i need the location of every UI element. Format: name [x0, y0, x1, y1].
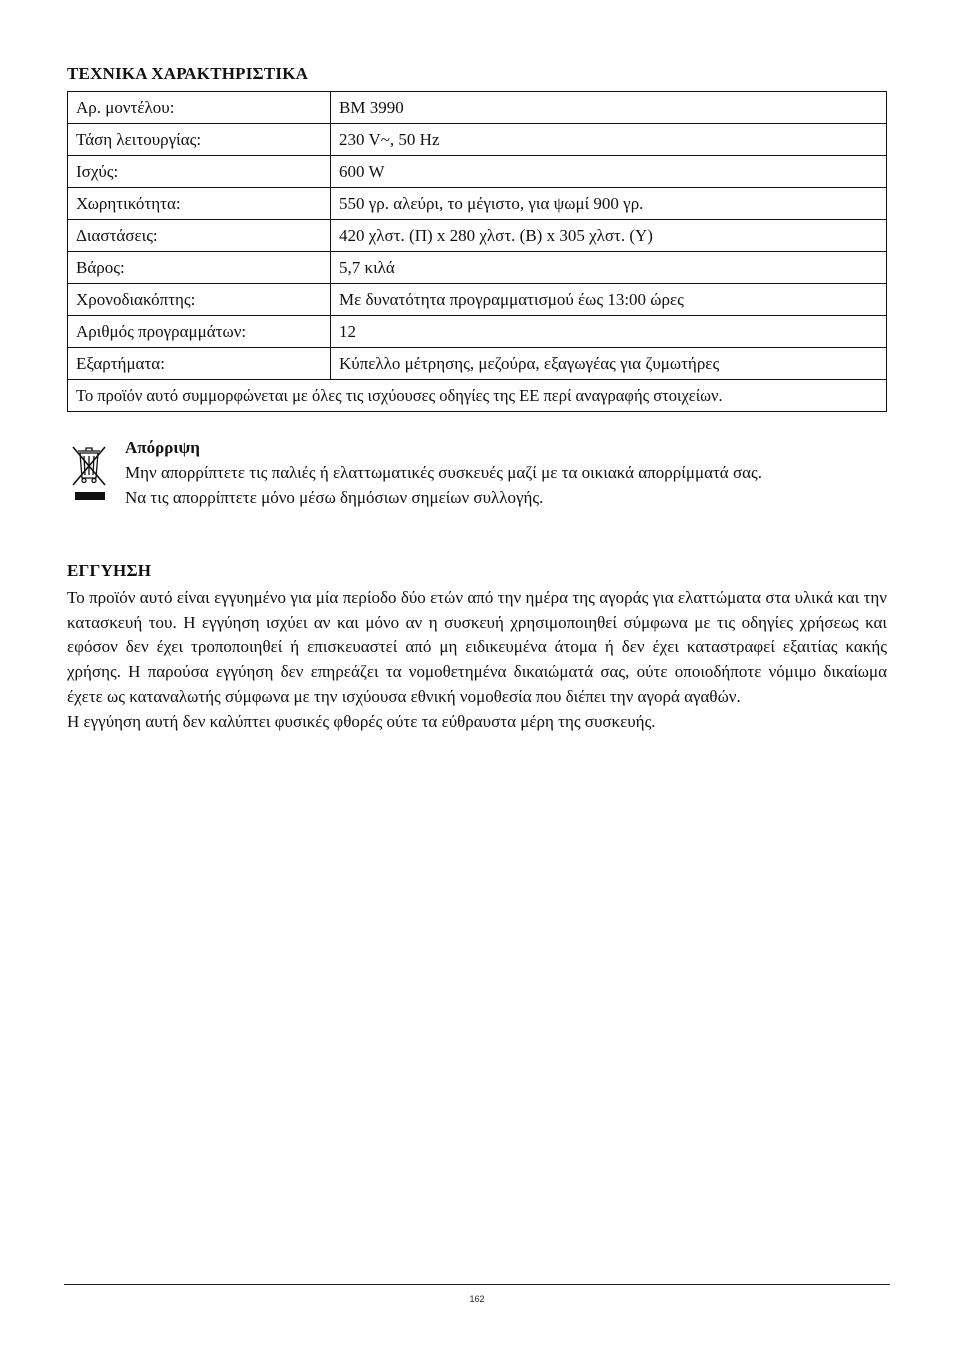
disposal-line: Να τις απορρίπτετε μόνο μέσω δημόσιων σημείων συλλογής. — [125, 488, 544, 507]
spec-label: Εξαρτήματα: — [68, 348, 331, 380]
table-row — [68, 284, 887, 316]
spec-value: Με δυνατότητα προγραμματισμού έως 13:00 ώρες — [331, 284, 887, 316]
spec-value: 230 V~, 50 Hz — [331, 124, 887, 156]
warranty-paragraph: Η εγγύηση αυτή δεν καλύπτει φυσικές φθορές ούτε τα εύθραυστα μέρη της συσκευής. — [67, 711, 656, 731]
spec-value: 5,7 κιλά — [331, 252, 887, 284]
table-row — [68, 188, 887, 220]
spec-value: 420 χλστ. (Π) x 280 χλστ. (Β) x 305 χλστ. (Υ) — [331, 220, 887, 252]
spec-value: Κύπελλο μέτρησης, μεζούρα, εξαγωγέας για ζυμωτήρες — [331, 348, 887, 380]
footer-divider — [64, 1284, 890, 1285]
table-row — [68, 348, 887, 380]
page-number: 162 — [469, 1294, 485, 1304]
disposal-line: Μην απορρίπτετε τις παλιές ή ελαττωματικές συσκευές μαζί με τα οικιακά απορρίμματά σας. — [125, 463, 763, 482]
specs-title: ΤΕΧΝΙΚΑ ΧΑΡΑΚΤΗΡΙΣΤΙΚΑ — [67, 64, 309, 83]
spec-label: Αριθμός προγραμμάτων: — [68, 316, 331, 348]
spec-label: Ισχύς: — [68, 156, 331, 188]
table-row — [68, 92, 887, 124]
compliance-note: Το προϊόν αυτό συμμορφώνεται με όλες τις ισχύουσες οδηγίες της ΕΕ περί αναγραφής στοιχείων. — [68, 380, 887, 412]
spec-label: Βάρος: — [68, 252, 331, 284]
spec-value: 600 W — [331, 156, 887, 188]
spec-value: BM 3990 — [331, 92, 887, 124]
warranty-text — [67, 586, 887, 734]
disposal-text — [125, 435, 890, 510]
table-row — [68, 252, 887, 284]
spec-value: 12 — [331, 316, 887, 348]
disposal-notice — [67, 435, 887, 515]
table-row — [68, 380, 887, 412]
spec-label: Αρ. μοντέλου: — [68, 92, 331, 124]
table-row — [68, 316, 887, 348]
spec-label: Τάση λειτουργίας: — [68, 124, 331, 156]
spec-label: Χωρητικότητα: — [68, 188, 331, 220]
warranty-title: ΕΓΓΥΗΣΗ — [67, 561, 152, 580]
table-row — [68, 156, 887, 188]
spec-label: Χρονοδιακόπτης: — [68, 284, 331, 316]
crossed-out-wheelie-bin-icon — [69, 441, 109, 501]
table-row — [68, 124, 887, 156]
table-row — [68, 220, 887, 252]
specs-table — [67, 91, 887, 412]
warranty-paragraph: Το προϊόν αυτό είναι εγγυημένο για μία περίοδο δύο ετών από την ημέρα της αγοράς για ελαττώματα στα υλικά και την κατασκευή του. Η εγγύηση ισχύει αν και μόνο αν η συσκευή χρησιμοποιηθεί σύμφωνα με τις οδηγίες χρήσεως και εφόσον δεν έχει τροποποιηθεί ή επισκευαστεί από μη ειδικευμένα άτομα ή δεν έχει καταστραφεί εξαιτίας κακής χρήσης. Η παρούσα εγγύηση δεν επηρεάζει τα νομοθετημένα δικαιώματά σας, ούτε οποιοδήποτε νόμιμο δικαίωμα έχετε ως καταναλωτής σύμφωνα με την ισχύουσα εθνική νομοθεσία που διέπει την αγορά αγαθών. — [67, 588, 887, 706]
spec-label: Διαστάσεις: — [68, 220, 331, 252]
disposal-heading: Απόρριψη — [125, 438, 200, 457]
spec-value: 550 γρ. αλεύρι, το μέγιστο, για ψωμί 900 γρ. — [331, 188, 887, 220]
